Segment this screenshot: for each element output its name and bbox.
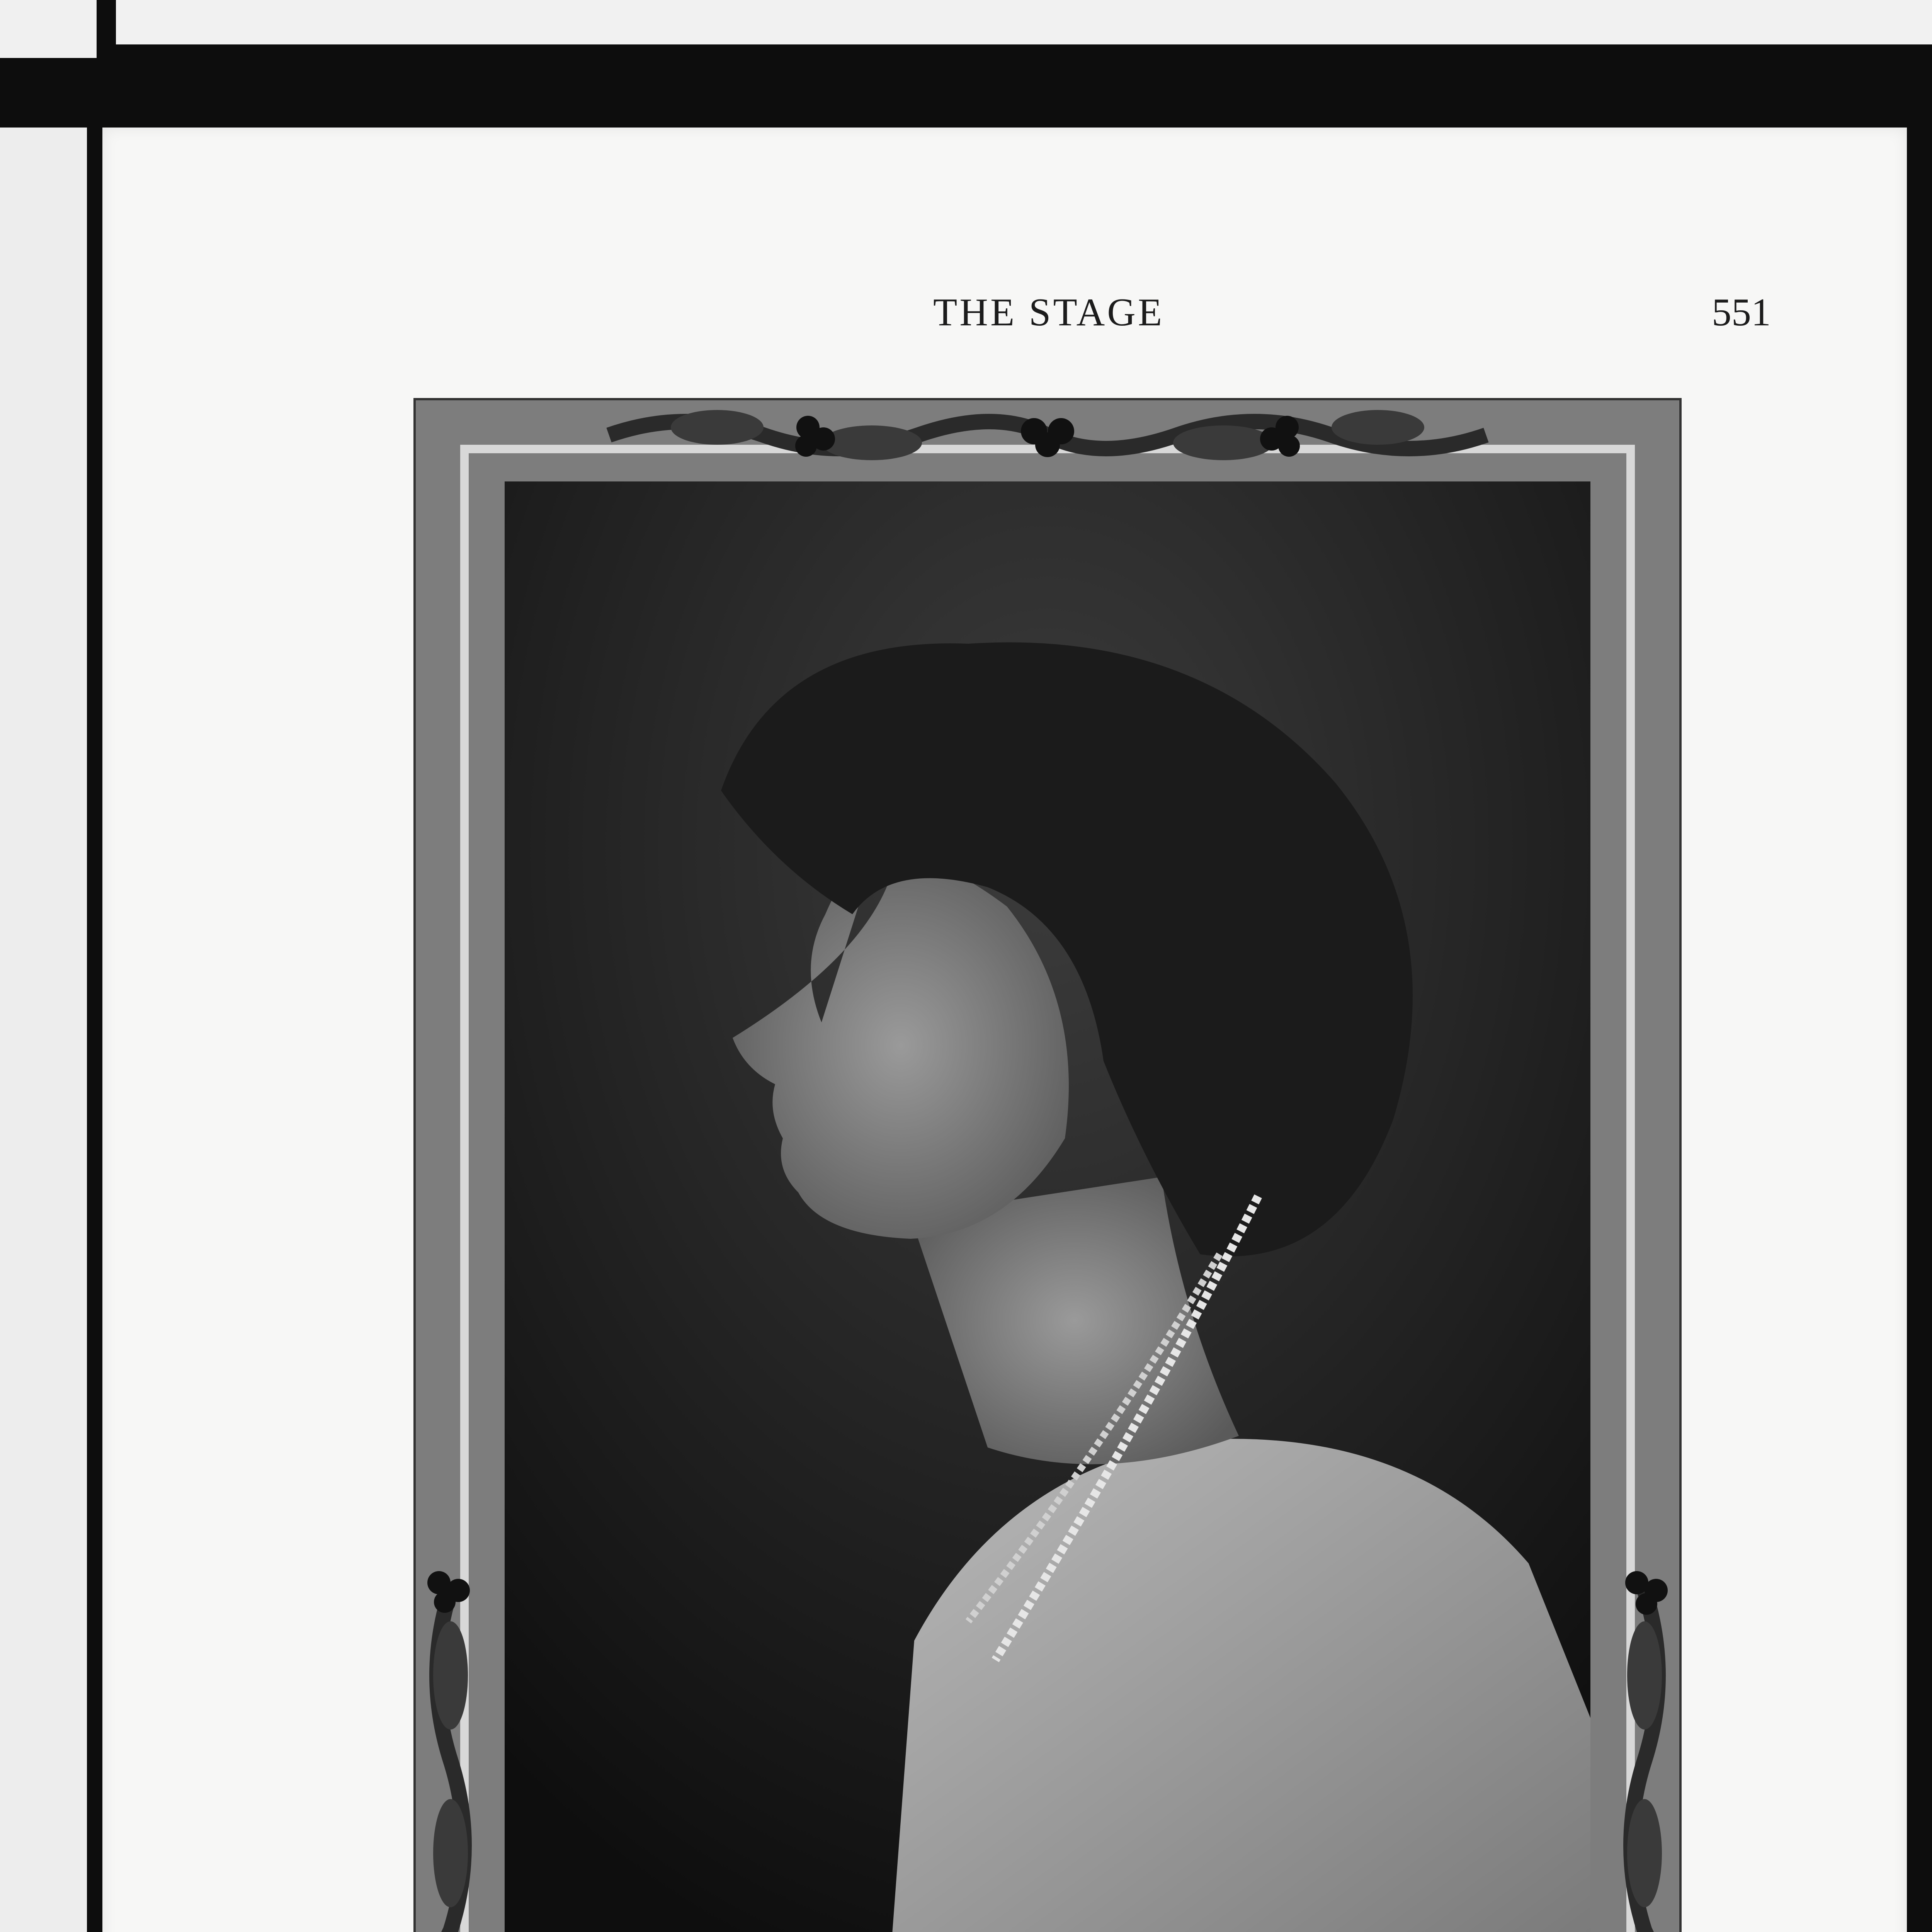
portrait-photograph — [505, 481, 1590, 1932]
adjacent-page-left — [0, 128, 87, 1932]
woman-profile-portrait — [505, 481, 1590, 1932]
adjacent-page-corner — [0, 0, 97, 58]
holly-ornament-right — [1610, 1560, 1679, 1932]
magazine-page — [102, 128, 1907, 1932]
page-title: THE STAGE — [933, 291, 1165, 334]
page-number: 551 — [1712, 291, 1771, 334]
ornamental-photo-frame — [413, 398, 1682, 1932]
adjacent-page-top — [116, 0, 1932, 44]
holly-ornament-top — [416, 400, 1679, 470]
holly-ornament-left — [416, 1560, 485, 1932]
